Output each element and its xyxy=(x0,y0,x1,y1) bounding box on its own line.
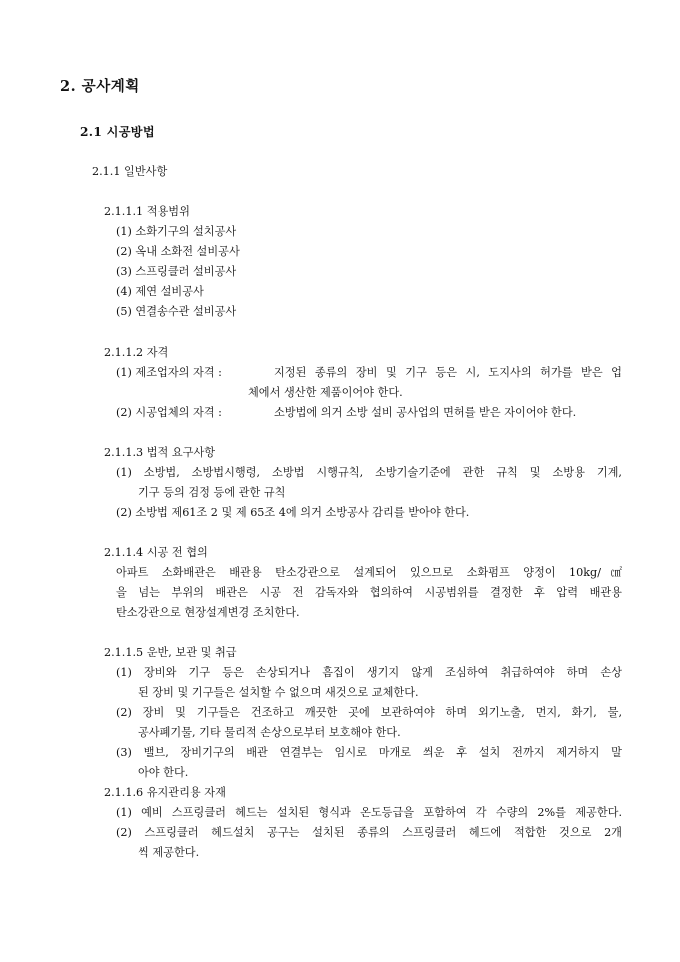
scope-item: (4) 제연 설비공사 xyxy=(116,285,204,298)
legal-item-cont: 기구 등의 검정 등에 관한 규칙 xyxy=(138,486,286,499)
handling-item: (2) 장비 및 기구들은 건조하고 깨끗한 곳에 보관하여야 하며 외기노출, 먼지, 화기, 물, xyxy=(116,706,622,719)
clause-title-qualification: 2.1.1.2 자격 xyxy=(104,346,169,359)
qualification-text: 지정된 종류의 장비 및 기구 등은 시, 도지사의 허가를 받은 업 xyxy=(274,366,622,379)
handling-item-cont: 공사폐기물, 기타 물리적 손상으로부터 보호해야 한다. xyxy=(138,726,401,739)
scope-item: (3) 스프링클러 설비공사 xyxy=(116,265,237,278)
scope-item: (1) 소화기구의 설치공사 xyxy=(116,225,237,238)
maintenance-item: (2) 스프링클러 헤드설치 공구는 설치된 종류의 스프링클러 헤드에 적합한 것으로 2개 xyxy=(116,826,622,839)
qualification-label: (1) 제조업자의 자격 : xyxy=(116,366,222,379)
section-heading: 2.1 시공방법 xyxy=(80,125,155,139)
handling-item-cont: 아야 한다. xyxy=(138,766,189,779)
qualification-text: 소방법에 의거 소방 설비 공사업의 면허를 받은 자이어야 한다. xyxy=(274,406,577,419)
legal-item: (2) 소방법 제61조 2 및 제 65조 4에 의거 소방공사 감리를 받아야 한다. xyxy=(116,506,470,519)
consultation-text: 을 넘는 부위의 배관은 시공 전 감독자와 협의하여 시공범위를 결정한 후 압력 배관용 xyxy=(116,586,622,599)
clause-title-handling: 2.1.1.5 운반, 보관 및 취급 xyxy=(104,646,237,659)
clause-title-legal: 2.1.1.3 법적 요구사항 xyxy=(104,446,216,459)
scope-item: (2) 옥내 소화전 설비공사 xyxy=(116,245,240,258)
consultation-text: 아파트 소화배관은 배관용 탄소강관으로 설계되어 있으므로 소화펌프 양정이 10kg/㎠ xyxy=(116,566,622,579)
consultation-text: 탄소강관으로 현장설계변경 조치한다. xyxy=(116,606,300,619)
qualification-text-cont: 체에서 생산한 제품이어야 한다. xyxy=(248,386,403,399)
clause-title-maintenance: 2.1.1.6 유지관리용 자재 xyxy=(104,786,226,799)
scope-item: (5) 연결송수관 설비공사 xyxy=(116,305,237,318)
handling-item: (3) 밸브, 장비기구의 배관 연결부는 임시로 마개로 씌운 후 설치 전까지 제거하지 말 xyxy=(116,746,622,759)
maintenance-item: (1) 예비 스프링클러 헤드는 설치된 형식과 온도등급을 포함하여 각 수량의 2%를 제공한다. xyxy=(116,806,622,819)
legal-item: (1) 소방법, 소방법시행령, 소방법 시행규칙, 소방기술기준에 관한 규칙 및 소방용 기계, xyxy=(116,466,622,479)
clause-title-scope: 2.1.1.1 적용범위 xyxy=(104,205,190,218)
maintenance-item-cont: 씩 제공한다. xyxy=(138,846,200,859)
chapter-heading: 2. 공사계획 xyxy=(60,78,140,95)
clause-title-consultation: 2.1.1.4 시공 전 협의 xyxy=(104,546,208,559)
handling-item: (1) 장비와 기구 등은 손상되거나 흠집이 생기지 않게 조심하여 취급하여야 하며 손상 xyxy=(116,666,622,679)
subsection-heading: 2.1.1 일반사항 xyxy=(92,165,168,178)
qualification-label: (2) 시공업체의 자격 : xyxy=(116,406,222,419)
handling-item-cont: 된 장비 및 기구들은 설치할 수 없으며 새것으로 교체한다. xyxy=(138,686,419,699)
